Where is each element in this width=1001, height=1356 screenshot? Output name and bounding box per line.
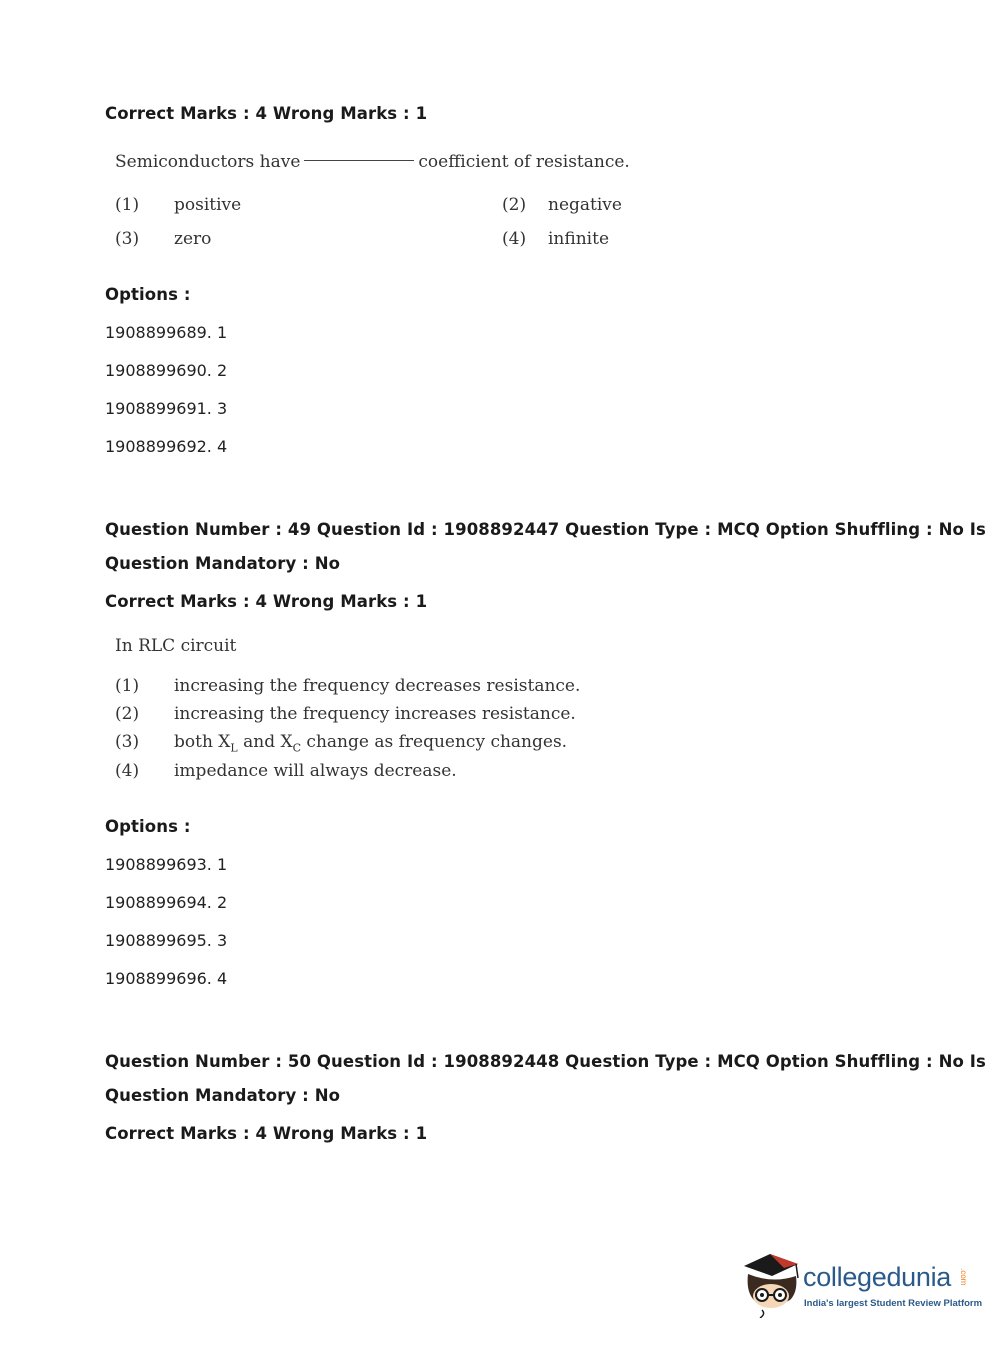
q48-choice-1-text: positive (174, 195, 242, 215)
q50-header-line2: Question Mandatory : No (105, 1086, 341, 1105)
q49-marks: Correct Marks : 4 Wrong Marks : 1 (105, 592, 428, 611)
q49-choice-4-num: (4) (115, 761, 140, 781)
q48-choice-1-num: (1) (115, 195, 140, 215)
collegedunia-logo-text: collegedunia (803, 1262, 952, 1292)
q48-marks: Correct Marks : 4 Wrong Marks : 1 (105, 104, 428, 123)
q49-option-2: 1908899694. 2 (105, 893, 228, 912)
q49-choice-2-num: (2) (115, 704, 140, 724)
q48-stem-before: Semiconductors have (115, 152, 301, 172)
q48-choice-4-num: (4) (502, 229, 527, 249)
q48-options-label: Options : (105, 285, 191, 304)
q49-option-4: 1908899696. 4 (105, 969, 228, 988)
collegedunia-mascot-icon (740, 1248, 804, 1318)
q49-choice-3-text: both $X_L$ and $X_C$ change as frequency changes. (174, 732, 568, 755)
q50-marks: Correct Marks : 4 Wrong Marks : 1 (105, 1124, 428, 1143)
q48-option-4: 1908899692. 4 (105, 437, 228, 456)
collegedunia-logo-dotcom: .com (959, 1268, 968, 1286)
q48-option-2: 1908899690. 2 (105, 361, 228, 380)
q49-choice-3-num: (3) (115, 732, 140, 752)
q48-stem-after: coefficient of resistance. (418, 152, 630, 172)
q49-options-label: Options : (105, 817, 191, 836)
q49-choice-1-text: increasing the frequency decreases resistance. (174, 676, 581, 696)
q49-choice-1-num: (1) (115, 676, 140, 696)
q49-option-1: 1908899693. 1 (105, 855, 228, 874)
q50-header-line1: Question Number : 50 Question Id : 1908892448 Question Type : MCQ Option Shuffling : No Is (105, 1052, 986, 1071)
q49-choice-4-text: impedance will always decrease. (174, 761, 457, 781)
q48-choice-2-text: negative (548, 195, 622, 215)
q48-option-1: 1908899689. 1 (105, 323, 228, 342)
q48-stem (115, 152, 630, 172)
q49-header-line2: Question Mandatory : No (105, 554, 341, 573)
q49-choice-2-text: increasing the frequency increases resistance. (174, 704, 576, 724)
q49-stem: In RLC circuit (115, 636, 237, 656)
q48-choice-3-text: zero (174, 229, 212, 249)
q48-choice-4-text: infinite (548, 229, 610, 249)
q49-option-3: 1908899695. 3 (105, 931, 228, 950)
q49-header-line1: Question Number : 49 Question Id : 1908892447 Question Type : MCQ Option Shuffling : No Is (105, 520, 986, 539)
q48-choice-3-num: (3) (115, 229, 140, 249)
q48-choice-2-num: (2) (502, 195, 527, 215)
fill-in-blank-line (304, 160, 414, 161)
q48-option-3: 1908899691. 3 (105, 399, 228, 418)
collegedunia-tagline: India's largest Student Review Platform (804, 1298, 983, 1309)
